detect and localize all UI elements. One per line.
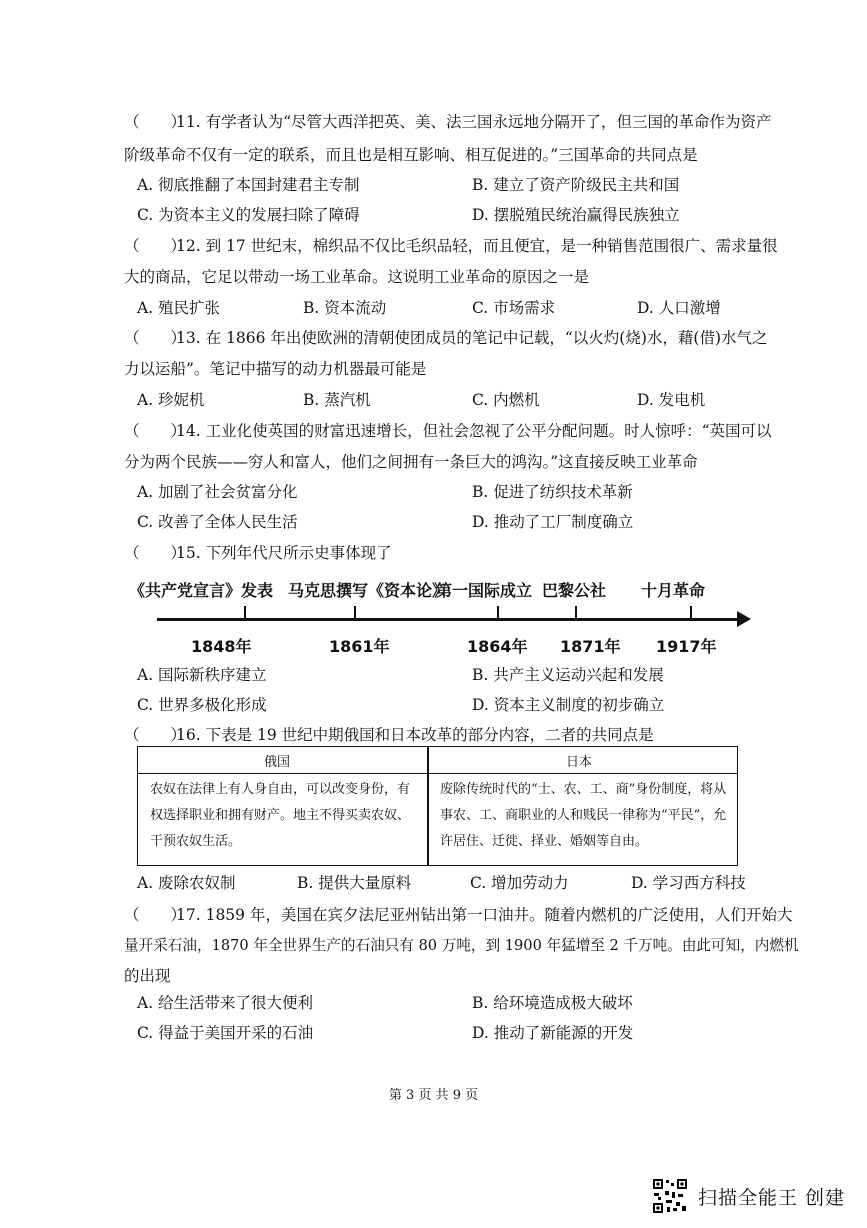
q16-option-d: D. 学习西方科技 xyxy=(631,874,746,892)
q17-text: 17. 1859 年，美国在宾夕法尼亚州钻出第一口油井。随着内燃机的广泛使用，人们开始大 xyxy=(176,906,793,924)
table-cell-russia: 农奴在法律上有人身自由，可以改变身份，有权选择职业和拥有财产。地主不得买卖农奴、干预农奴生活。 xyxy=(150,782,411,849)
q15-stem-line1 xyxy=(124,543,392,563)
q11-option-c: C. 为资本主义的发展扫除了障碍 xyxy=(137,206,360,224)
q17-option-b: B. 给环境造成极大破坏 xyxy=(472,994,633,1012)
q16-text: 16. 下表是 19 世纪中期俄国和日本改革的部分内容，二者的共同点是 xyxy=(176,726,654,744)
q11-option-d: D. 摆脱殖民统治赢得民族独立 xyxy=(472,206,680,224)
q14-option-d: D. 推动了工厂制度确立 xyxy=(472,513,634,531)
q12-option-b: B. 资本流动 xyxy=(303,299,387,317)
q16-option-a: A. 废除农奴制 xyxy=(137,874,236,892)
timeline-tick xyxy=(244,606,246,620)
scanner-watermark xyxy=(652,1177,845,1215)
answer-paren: （ ） xyxy=(124,544,187,562)
answer-paren: （ ） xyxy=(124,726,187,744)
q13-option-d: D. 发电机 xyxy=(637,391,706,409)
answer-paren: （ ） xyxy=(124,237,187,255)
reform-comparison-table xyxy=(137,746,738,866)
page-number: 第 3 页 共 9 页 xyxy=(388,1088,479,1103)
q14-text: 14. 工业化使英国的财富迅速增长，但社会忽视了公平分配问题。时人惊呼：“英国可以 xyxy=(176,422,772,440)
q15-option-b: B. 共产主义运动兴起和发展 xyxy=(472,666,664,684)
q14-option-c: C. 改善了全体人民生活 xyxy=(137,513,298,531)
timeline-tick xyxy=(354,606,356,620)
q14-stem-line2: 分为两个民族——穷人和富人，他们之间拥有一条巨大的鸿沟。”这直接反映工业革命 xyxy=(124,453,698,471)
q15-text: 15. 下列年代尺所示史事体现了 xyxy=(176,544,392,562)
table-cell-japan: 废除传统时代的“士、农、工、商”身份制度，将从事农、工、商职业的人和贱民一律称为“平民”，允许居住、迁徙、择业、婚姻等自由。 xyxy=(440,782,727,849)
q14-option-b: B. 促进了纺织技术革新 xyxy=(472,483,633,501)
q16-option-b: B. 提供大量原料 xyxy=(297,874,412,892)
q14-stem-line1 xyxy=(124,421,772,441)
timeline-event: 第一国际成立 xyxy=(436,581,533,600)
timeline-year: 1917年 xyxy=(656,637,717,656)
timeline-tick xyxy=(690,606,692,620)
q11-option-a: A. 彻底推翻了本国封建君主专制 xyxy=(137,176,360,194)
q17-option-d: D. 推动了新能源的开发 xyxy=(472,1024,634,1042)
q14-option-a: A. 加剧了社会贫富分化 xyxy=(137,483,298,501)
qr-code-icon xyxy=(652,1178,688,1214)
q13-option-c: C. 内燃机 xyxy=(472,391,540,409)
timeline-year: 1871年 xyxy=(560,637,621,656)
answer-paren: （ ） xyxy=(124,422,187,440)
q15-option-a: A. 国际新秩序建立 xyxy=(137,666,267,684)
q12-stem-line2: 大的商品，它足以带动一场工业革命。这说明工业革命的原因之一是 xyxy=(124,268,590,286)
q17-stem-line2: 量开采石油，1870 年全世界生产的石油只有 80 万吨，到 1900 年猛增至 2 千万吨。由此可知，内燃机 xyxy=(124,937,799,954)
q17-stem-line3: 的出现 xyxy=(124,967,171,985)
answer-paren: （ ） xyxy=(124,906,187,924)
q12-option-c: C. 市场需求 xyxy=(472,299,556,317)
arrow-right-icon xyxy=(737,611,751,627)
timeline-event: 十月革命 xyxy=(641,581,706,600)
q12-text: 12. 到 17 世纪末，棉织品不仅比毛织品轻，而且便宜，是一种销售范围很广、需求量很 xyxy=(176,237,778,255)
q13-option-a: A. 珍妮机 xyxy=(137,391,205,409)
q11-option-b: B. 建立了资产阶级民主共和国 xyxy=(472,176,680,194)
q15-option-d: D. 资本主义制度的初步确立 xyxy=(472,696,665,714)
q12-stem-line1 xyxy=(124,236,778,256)
q11-stem-line1 xyxy=(124,112,772,132)
timeline-year: 1861年 xyxy=(329,637,390,656)
timeline-tick xyxy=(497,606,499,620)
table-header-russia: 俄国 xyxy=(264,755,291,770)
timeline-event: 马克思撰写《资本论》 xyxy=(288,581,449,600)
q15-option-c: C. 世界多极化形成 xyxy=(137,696,267,714)
q11-text: 11. 有学者认为“尽管大西洋把英、美、法三国永远地分隔开了，但三国的革命作为资产 xyxy=(176,113,772,131)
timeline-tick xyxy=(575,606,577,620)
q16-option-c: C. 增加劳动力 xyxy=(470,874,569,892)
q13-text: 13. 在 1866 年出使欧洲的清朝使团成员的笔记中记载，“以火灼(烧)水，藉(借)水气之 xyxy=(176,329,768,347)
q17-option-c: C. 得益于美国开采的石油 xyxy=(137,1024,314,1042)
answer-paren: （ ） xyxy=(124,113,187,131)
timeline-year: 1864年 xyxy=(467,637,528,656)
q12-option-d: D. 人口激增 xyxy=(637,299,721,317)
q12-option-a: A. 殖民扩张 xyxy=(137,299,221,317)
q17-option-a: A. 给生活带来了很大便利 xyxy=(137,994,314,1012)
watermark-text: 扫描全能王 创建 xyxy=(698,1186,846,1209)
timeline-event: 巴黎公社 xyxy=(542,581,607,600)
q11-stem-line2: 阶级革命不仅有一定的联系，而且也是相互影响、相互促进的。”三国革命的共同点是 xyxy=(124,146,698,164)
timeline-event: 《共产党宣言》发表 xyxy=(129,581,274,600)
timeline-year: 1848年 xyxy=(191,637,252,656)
q13-stem-line2: 力以运船”。笔记中描写的动力机器最可能是 xyxy=(124,360,427,378)
q16-stem-line1 xyxy=(124,725,654,745)
table-header-row xyxy=(138,747,737,774)
q13-option-b: B. 蒸汽机 xyxy=(303,391,371,409)
q17-stem-line1 xyxy=(124,905,792,925)
q13-stem-line1 xyxy=(124,328,768,348)
table-header-japan: 日本 xyxy=(566,755,593,770)
answer-paren: （ ） xyxy=(124,329,187,347)
table-divider xyxy=(427,747,429,865)
